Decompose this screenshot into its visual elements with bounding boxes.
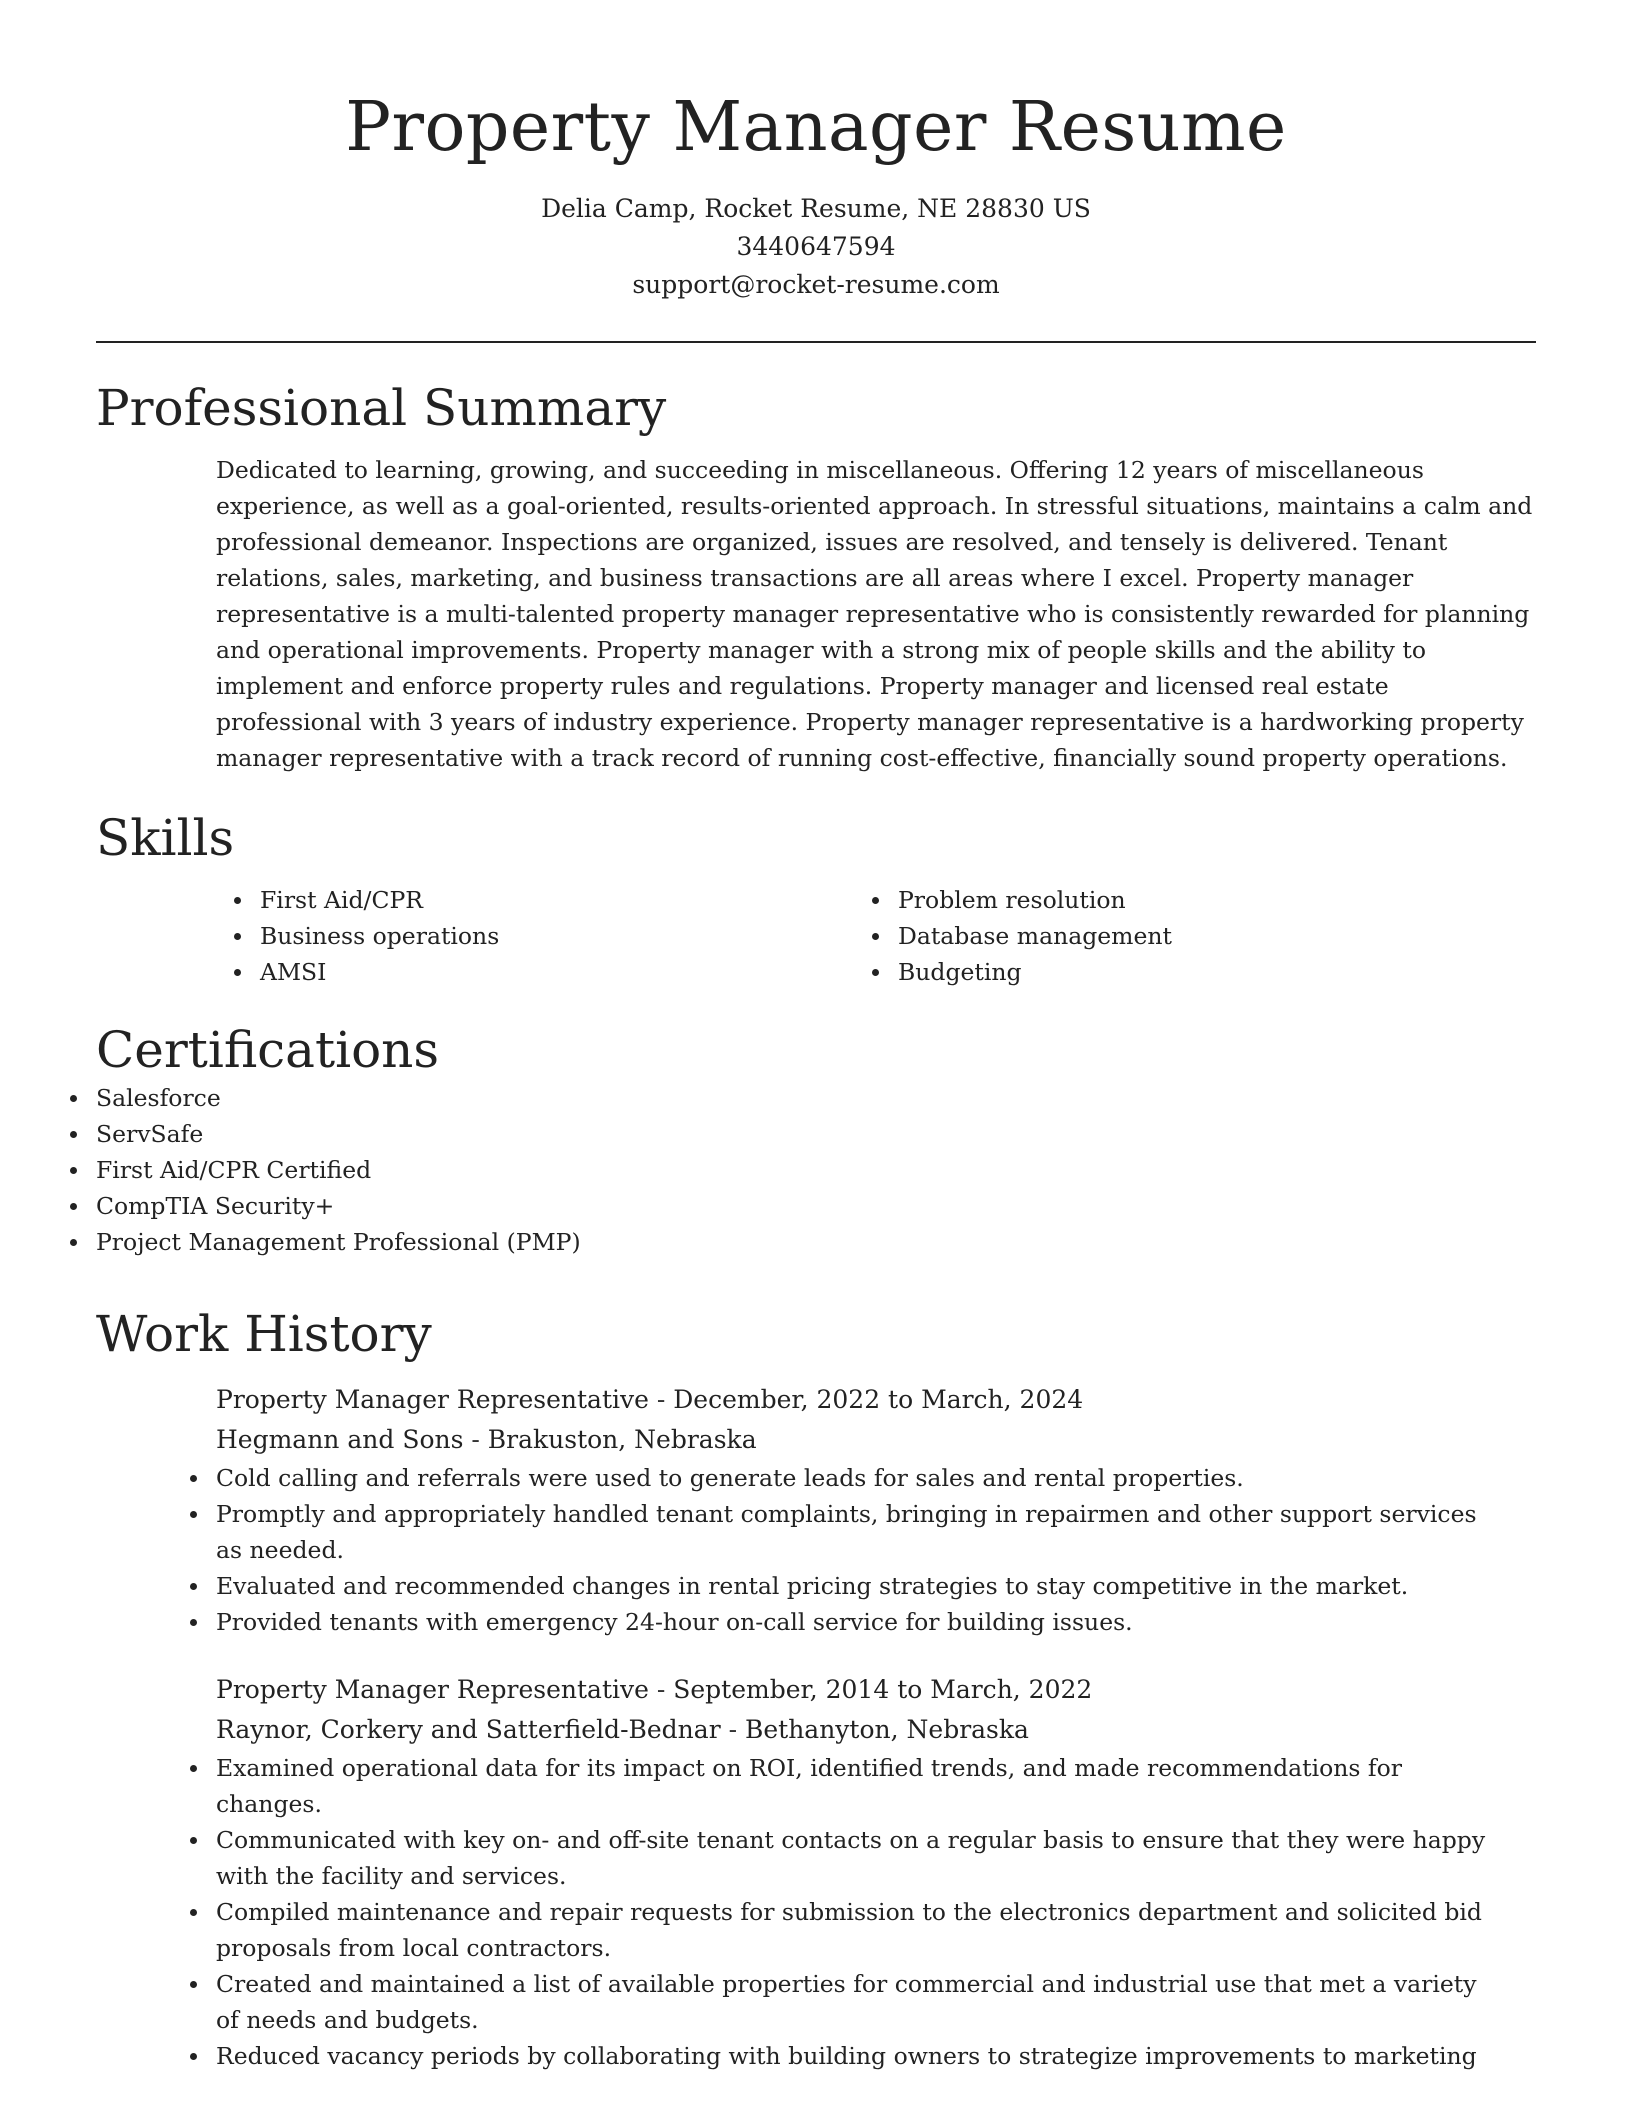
job-title-line (216, 1670, 1536, 1710)
contact-info (0, 190, 1632, 304)
job-duty: Provided tenants with emergency 24-hour on-call service for building issues. (216, 1604, 1492, 1640)
job-duty: Created and maintained a list of available properties for commercial and industrial use that met a variety of needs and budgets. (216, 1966, 1492, 2038)
certification-item: CompTIA Security+ (96, 1188, 1536, 1224)
skills-heading: Skills (96, 809, 235, 867)
skills-list-left (260, 882, 898, 990)
job-company-line (216, 1710, 1536, 1750)
job-company: Hegmann and Sons (216, 1425, 464, 1454)
summary-heading: Professional Summary (96, 379, 667, 437)
work-history-section (96, 1304, 1536, 2074)
certification-item: Project Management Professional (PMP) (96, 1224, 1536, 1260)
job-dates: December, 2022 to March, 2024 (673, 1385, 1084, 1414)
job-separator: - (648, 1385, 674, 1414)
skill-item: Problem resolution (898, 882, 1536, 918)
certifications-list (96, 1080, 1536, 1260)
job-entry (216, 1380, 1536, 1640)
resume-header (0, 0, 1632, 304)
job-duty: Cold calling and referrals were used to generate leads for sales and rental properties. (216, 1460, 1492, 1496)
job-duties-list (216, 1460, 1492, 1640)
skill-item: Database management (898, 918, 1536, 954)
job-duty: Evaluated and recommended changes in rental pricing strategies to stay competitive in the market. (216, 1568, 1492, 1604)
job-role: Property Manager Representative (216, 1675, 649, 1704)
certification-item: ServSafe (96, 1116, 1536, 1152)
skills-section (96, 808, 1536, 990)
certification-item: First Aid/CPR Certified (96, 1152, 1536, 1188)
job-separator: - (463, 1425, 488, 1454)
skill-item: AMSI (260, 954, 898, 990)
job-duty: Examined operational data for its impact on ROI, identified trends, and made recommendations for changes. (216, 1750, 1492, 1822)
certifications-heading: Certifications (96, 1021, 440, 1079)
summary-text: Dedicated to learning, growing, and succeeding in miscellaneous. Offering 12 years of miscellaneous experience, as well as a goal-oriented, results-oriented approach. In stressful situations, maintains a calm and professional demeanor. Inspections are organized, issues are resolved, and tensely is delivered. Tenant relations, sales, marketing, and business transactions are all areas where I excel. Property manager representative is a multi-talented property manager representative who is consistently rewarded for planning and operational improvements. Property manager with a strong mix of people skills and the ability to implement and enforce property rules and regulations. Property manager and licensed real estate professional with 3 years of industry experience. Property manager representative is a hardworking property manager representative with a track record of running cost-effective, financially sound property operations. (216, 456, 1533, 772)
contact-phone: 3440647594 (736, 232, 896, 261)
job-location: Brakuston, Nebraska (487, 1425, 757, 1454)
summary-section (96, 378, 1536, 776)
skills-columns (260, 882, 1536, 990)
job-separator: - (720, 1715, 745, 1744)
job-company: Raynor, Corkery and Satterfield-Bednar (216, 1715, 721, 1744)
contact-email: support@rocket-resume.com (632, 270, 1000, 299)
contact-address: Delia Camp, Rocket Resume, NE 28830 US (541, 194, 1091, 223)
header-divider (96, 341, 1536, 343)
job-duty: Communicated with key on- and off-site tenant contacts on a regular basis to ensure that they were happy with the facility and services. (216, 1822, 1492, 1894)
certifications-section (96, 1020, 1536, 1260)
job-separator: - (648, 1675, 674, 1704)
job-duty: Compiled maintenance and repair requests for submission to the electronics department and solicited bid proposals from local contractors. (216, 1894, 1492, 1966)
skill-item: Business operations (260, 918, 898, 954)
skill-item: Budgeting (898, 954, 1536, 990)
job-dates: September, 2014 to March, 2022 (673, 1675, 1093, 1704)
job-location: Bethanyton, Nebraska (744, 1715, 1029, 1744)
job-role: Property Manager Representative (216, 1385, 649, 1414)
job-entry (216, 1670, 1536, 2074)
certification-item: Salesforce (96, 1080, 1536, 1116)
skill-item: First Aid/CPR (260, 882, 898, 918)
page-title: Property Manager Resume (345, 88, 1287, 167)
job-company-line (216, 1420, 1536, 1460)
job-duty: Reduced vacancy periods by collaborating with building owners to strategize improvements to marketing (216, 2038, 1492, 2074)
work-history-heading: Work History (96, 1305, 432, 1363)
job-duties-list (216, 1750, 1492, 2074)
skills-list-right (898, 882, 1536, 990)
job-duty: Promptly and appropriately handled tenant complaints, bringing in repairmen and other support services as needed. (216, 1496, 1492, 1568)
job-title-line (216, 1380, 1536, 1420)
